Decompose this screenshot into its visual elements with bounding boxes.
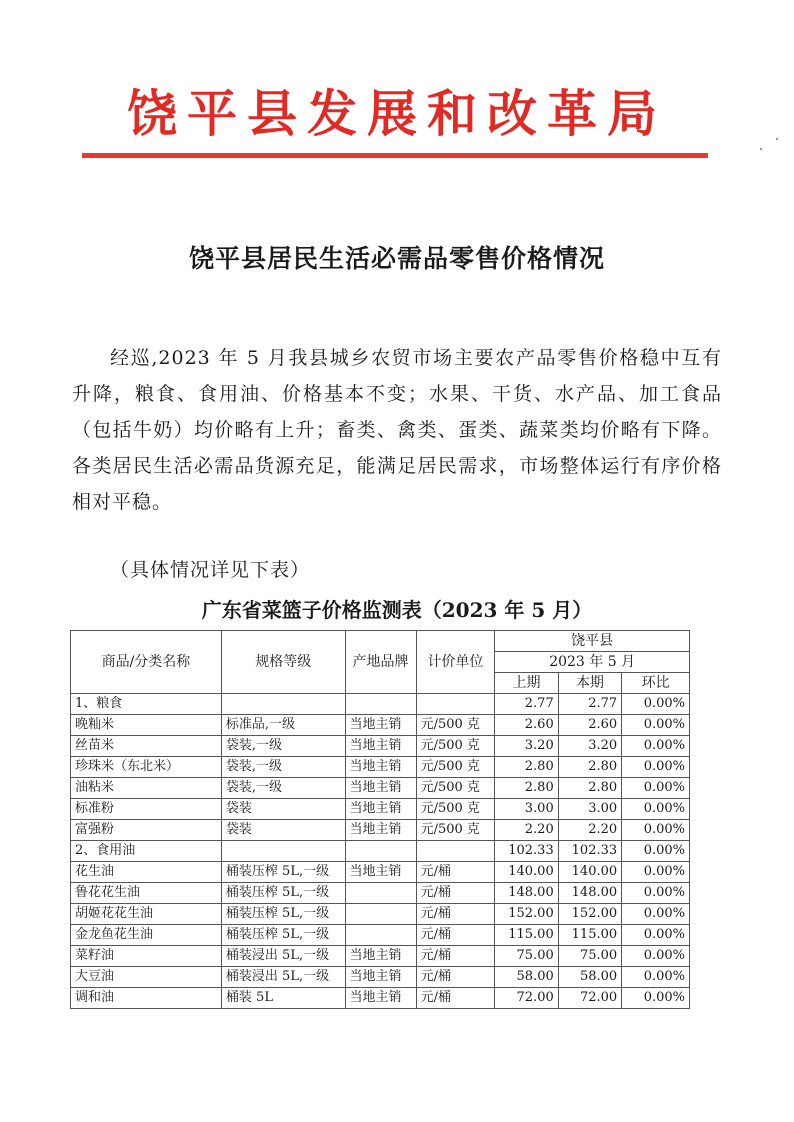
cell-change: 0.00% xyxy=(622,757,690,778)
cell-spec: 标准品,一级 xyxy=(221,715,345,736)
cell-name: 大豆油 xyxy=(71,967,222,988)
table-row xyxy=(71,988,690,1009)
cell-name: 1、粮食 xyxy=(71,694,222,715)
letterhead-title: 饶平县发展和改革局 xyxy=(127,84,667,143)
cell-spec: 袋装,一级 xyxy=(221,736,345,757)
cell-spec: 袋装,一级 xyxy=(221,757,345,778)
table-reference-note: （具体情况详见下表） xyxy=(110,559,311,581)
cell-change: 0.00% xyxy=(622,778,690,799)
cell-prev-price: 2.80 xyxy=(495,778,558,799)
cell-prev-price: 72.00 xyxy=(495,988,558,1009)
cell-change: 0.00% xyxy=(622,946,690,967)
cell-spec: 桶装压榨 5L,一级 xyxy=(221,862,345,883)
cell-origin: 当地主销 xyxy=(345,862,416,883)
header-name: 商品/分类名称 xyxy=(71,631,222,694)
cell-prev-price: 2.60 xyxy=(495,715,558,736)
cell-unit: 元/桶 xyxy=(416,904,495,925)
cell-change: 0.00% xyxy=(622,862,690,883)
header-period: 2023 年 5 月 xyxy=(495,652,690,673)
cell-spec: 桶装 5L xyxy=(221,988,345,1009)
cell-prev-price: 140.00 xyxy=(495,862,558,883)
table-row xyxy=(71,820,690,841)
cell-name: 菜籽油 xyxy=(71,946,222,967)
document-title: 饶平县居民生活必需品零售价格情况 xyxy=(188,244,605,273)
cell-origin: 当地主销 xyxy=(345,778,416,799)
cell-name: 油粘米 xyxy=(71,778,222,799)
cell-name: 调和油 xyxy=(71,988,222,1009)
cell-spec: 袋装 xyxy=(221,799,345,820)
cell-name: 胡姬花花生油 xyxy=(71,904,222,925)
cell-change: 0.00% xyxy=(622,820,690,841)
table-category-row xyxy=(71,841,690,862)
cell-change: 0.00% xyxy=(622,841,690,862)
cell-unit: 元/500 克 xyxy=(416,757,495,778)
cell-spec xyxy=(221,694,345,715)
cell-change: 0.00% xyxy=(622,799,690,820)
cell-origin: 当地主销 xyxy=(345,799,416,820)
cell-unit: 元/500 克 xyxy=(416,820,495,841)
header-prev: 上期 xyxy=(495,673,558,694)
cell-spec: 桶装压榨 5L,一级 xyxy=(221,904,345,925)
cell-unit: 元/桶 xyxy=(416,946,495,967)
cell-origin xyxy=(345,841,416,862)
cell-change: 0.00% xyxy=(622,736,690,757)
cell-prev-price: 2.20 xyxy=(495,820,558,841)
cell-unit: 元/500 克 xyxy=(416,778,495,799)
cell-spec: 桶装浸出 5L,一级 xyxy=(221,946,345,967)
cell-origin: 当地主销 xyxy=(345,736,416,757)
cell-curr-price: 2.77 xyxy=(558,694,621,715)
cell-curr-price: 75.00 xyxy=(558,946,621,967)
cell-spec: 桶装浸出 5L,一级 xyxy=(221,967,345,988)
cell-prev-price: 3.20 xyxy=(495,736,558,757)
cell-unit xyxy=(416,841,495,862)
cell-curr-price: 3.20 xyxy=(558,736,621,757)
cell-prev-price: 3.00 xyxy=(495,799,558,820)
table-row xyxy=(71,799,690,820)
cell-change: 0.00% xyxy=(622,883,690,904)
cell-spec: 桶装压榨 5L,一级 xyxy=(221,883,345,904)
table-row xyxy=(71,925,690,946)
cell-name: 金龙鱼花生油 xyxy=(71,925,222,946)
cell-curr-price: 2.60 xyxy=(558,715,621,736)
cell-prev-price: 148.00 xyxy=(495,883,558,904)
cell-origin: 当地主销 xyxy=(345,946,416,967)
cell-curr-price: 72.00 xyxy=(558,988,621,1009)
cell-name: 珍珠米（东北米） xyxy=(71,757,222,778)
cell-unit: 元/500 克 xyxy=(416,736,495,757)
cell-prev-price: 152.00 xyxy=(495,904,558,925)
table-row xyxy=(71,967,690,988)
table-row xyxy=(71,862,690,883)
cell-spec: 桶装压榨 5L,一级 xyxy=(221,925,345,946)
cell-prev-price: 102.33 xyxy=(495,841,558,862)
cell-origin xyxy=(345,925,416,946)
cell-change: 0.00% xyxy=(622,715,690,736)
cell-curr-price: 152.00 xyxy=(558,904,621,925)
table-row xyxy=(71,736,690,757)
header-origin: 产地品牌 xyxy=(345,631,416,694)
cell-name: 富强粉 xyxy=(71,820,222,841)
cell-unit: 元/桶 xyxy=(416,988,495,1009)
cell-prev-price: 58.00 xyxy=(495,967,558,988)
table-title: 广东省菜篮子价格监测表（2023 年 5 月） xyxy=(201,598,593,622)
table-row xyxy=(71,946,690,967)
cell-unit: 元/桶 xyxy=(416,862,495,883)
cell-origin xyxy=(345,694,416,715)
cell-curr-price: 58.00 xyxy=(558,967,621,988)
cell-origin xyxy=(345,883,416,904)
cell-unit: 元/桶 xyxy=(416,967,495,988)
cell-name: 鲁花花生油 xyxy=(71,883,222,904)
header-unit: 计价单位 xyxy=(416,631,495,694)
table-body xyxy=(71,694,690,1009)
cell-curr-price: 115.00 xyxy=(558,925,621,946)
price-monitoring-table xyxy=(70,630,690,1009)
header-spec: 规格等级 xyxy=(221,631,345,694)
cell-name: 标准粉 xyxy=(71,799,222,820)
cell-origin: 当地主销 xyxy=(345,715,416,736)
cell-origin xyxy=(345,904,416,925)
cell-change: 0.00% xyxy=(622,967,690,988)
cell-change: 0.00% xyxy=(622,988,690,1009)
cell-spec xyxy=(221,841,345,862)
cell-spec: 袋装,一级 xyxy=(221,778,345,799)
header-county: 饶平县 xyxy=(495,631,690,652)
cell-prev-price: 75.00 xyxy=(495,946,558,967)
cell-name: 花生油 xyxy=(71,862,222,883)
cell-change: 0.00% xyxy=(622,694,690,715)
cell-prev-price: 115.00 xyxy=(495,925,558,946)
table-row xyxy=(71,778,690,799)
cell-unit: 元/500 克 xyxy=(416,799,495,820)
cell-curr-price: 2.80 xyxy=(558,778,621,799)
cell-curr-price: 140.00 xyxy=(558,862,621,883)
cell-curr-price: 2.20 xyxy=(558,820,621,841)
cell-prev-price: 2.80 xyxy=(495,757,558,778)
cell-origin: 当地主销 xyxy=(345,820,416,841)
letterhead-red-rule xyxy=(82,153,708,158)
cell-origin: 当地主销 xyxy=(345,757,416,778)
table-row xyxy=(71,757,690,778)
cell-name: 2、食用油 xyxy=(71,841,222,862)
body-paragraph: 经巡,2023 年 5 月我县城乡农贸市场主要农产品零售价格稳中互有升降，粮食、食用油、价格基本不变；水果、干货、水产品、加工食品（包括牛奶）均价略有上升；畜类、禽类、蛋类、蔬菜类均价略有下降。各类居民生活必需品货源充足，能满足居民需求，市场整体运行有序价格相对平稳。 xyxy=(72,347,722,513)
header-change: 环比 xyxy=(622,673,690,694)
cell-prev-price: 2.77 xyxy=(495,694,558,715)
cell-spec: 袋装 xyxy=(221,820,345,841)
cell-name: 丝苗米 xyxy=(71,736,222,757)
scan-speck xyxy=(760,148,762,150)
cell-curr-price: 102.33 xyxy=(558,841,621,862)
cell-origin: 当地主销 xyxy=(345,988,416,1009)
cell-unit: 元/500 克 xyxy=(416,715,495,736)
cell-unit xyxy=(416,694,495,715)
cell-curr-price: 148.00 xyxy=(558,883,621,904)
header-curr: 本期 xyxy=(558,673,621,694)
cell-change: 0.00% xyxy=(622,904,690,925)
scan-speck xyxy=(776,138,778,140)
cell-name: 晚籼米 xyxy=(71,715,222,736)
table-row xyxy=(71,715,690,736)
table-row xyxy=(71,883,690,904)
cell-unit: 元/桶 xyxy=(416,925,495,946)
cell-origin: 当地主销 xyxy=(345,967,416,988)
cell-change: 0.00% xyxy=(622,925,690,946)
table-row xyxy=(71,904,690,925)
cell-unit: 元/桶 xyxy=(416,883,495,904)
cell-curr-price: 2.80 xyxy=(558,757,621,778)
cell-curr-price: 3.00 xyxy=(558,799,621,820)
table-category-row xyxy=(71,694,690,715)
